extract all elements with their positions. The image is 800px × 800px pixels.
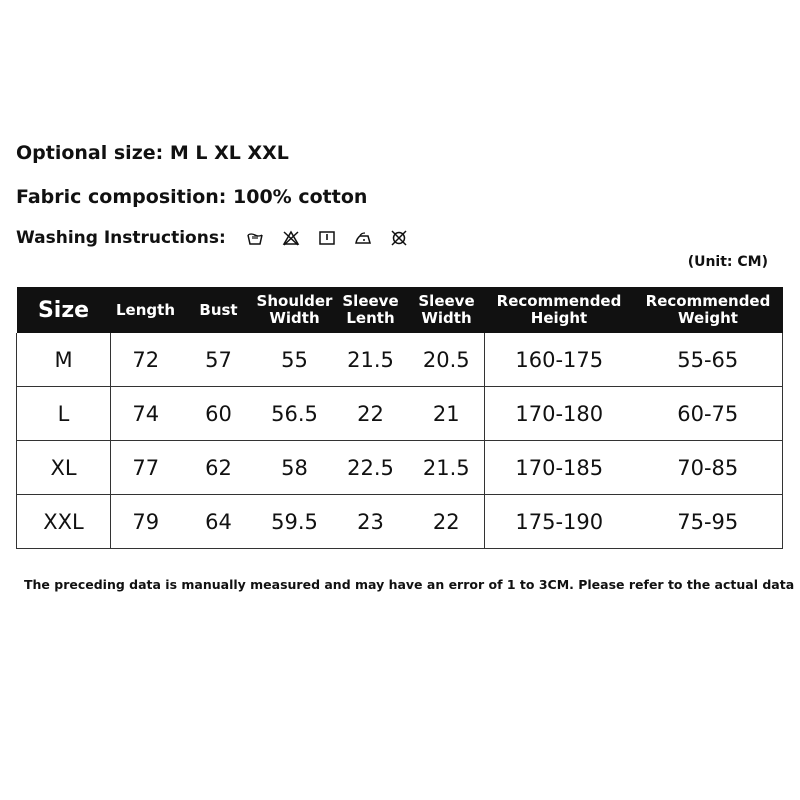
cell-length: 74: [111, 387, 181, 441]
table-row: [17, 387, 783, 441]
cell-recommended-weight: 55-65: [634, 333, 783, 387]
cell-size: XXL: [17, 495, 111, 549]
optional-size-text: Optional size: M L XL XXL: [16, 142, 289, 164]
do-not-bleach-icon: [282, 230, 300, 246]
cell-length: 72: [111, 333, 181, 387]
table-row: [17, 495, 783, 549]
header-shoulder-width: Shoulder Width: [257, 287, 333, 333]
tumble-dry-icon: [318, 230, 336, 246]
cell-sleeve-length: 23: [333, 495, 409, 549]
cell-sleeve-width: 21: [409, 387, 485, 441]
cell-size: M: [17, 333, 111, 387]
measurement-disclaimer: The preceding data is manually measured and may have an error of 1 to 3CM. Please refer to the actual data: [24, 577, 795, 592]
cell-recommended-weight: 70-85: [634, 441, 783, 495]
cell-length: 77: [111, 441, 181, 495]
cell-recommended-height: 160-175: [485, 333, 634, 387]
table-row: [17, 441, 783, 495]
table-header-row: [17, 287, 783, 333]
cell-bust: 64: [181, 495, 257, 549]
cell-sleeve-width: 22: [409, 495, 485, 549]
header-length: Length: [111, 287, 181, 333]
washing-label: Washing Instructions:: [16, 228, 226, 248]
cell-recommended-height: 170-185: [485, 441, 634, 495]
cell-sleeve-length: 22.5: [333, 441, 409, 495]
unit-label: (Unit: CM): [687, 254, 768, 270]
washing-icons: [246, 230, 408, 246]
cell-sleeve-length: 21.5: [333, 333, 409, 387]
table-row: [17, 333, 783, 387]
hand-wash-icon: [246, 230, 264, 246]
cell-shoulder-width: 56.5: [257, 387, 333, 441]
do-not-dry-clean-icon: [390, 230, 408, 246]
cell-size: XL: [17, 441, 111, 495]
cell-recommended-weight: 60-75: [634, 387, 783, 441]
cell-shoulder-width: 58: [257, 441, 333, 495]
cell-recommended-height: 175-190: [485, 495, 634, 549]
cell-shoulder-width: 55: [257, 333, 333, 387]
fabric-composition-text: Fabric composition: 100% cotton: [16, 186, 368, 208]
cell-bust: 60: [181, 387, 257, 441]
cell-sleeve-width: 20.5: [409, 333, 485, 387]
header-size: Size: [17, 287, 111, 333]
cell-size: L: [17, 387, 111, 441]
header-recommended-height: Recommended Height: [485, 287, 634, 333]
cell-recommended-height: 170-180: [485, 387, 634, 441]
cell-bust: 62: [181, 441, 257, 495]
iron-icon: [354, 230, 372, 246]
washing-instructions: [16, 228, 408, 248]
header-recommended-weight: Recommended Weight: [634, 287, 783, 333]
cell-sleeve-length: 22: [333, 387, 409, 441]
size-chart-table: [16, 287, 783, 549]
cell-sleeve-width: 21.5: [409, 441, 485, 495]
header-bust: Bust: [181, 287, 257, 333]
cell-recommended-weight: 75-95: [634, 495, 783, 549]
header-sleeve-length: Sleeve Lenth: [333, 287, 409, 333]
cell-bust: 57: [181, 333, 257, 387]
header-sleeve-width: Sleeve Width: [409, 287, 485, 333]
cell-length: 79: [111, 495, 181, 549]
cell-shoulder-width: 59.5: [257, 495, 333, 549]
